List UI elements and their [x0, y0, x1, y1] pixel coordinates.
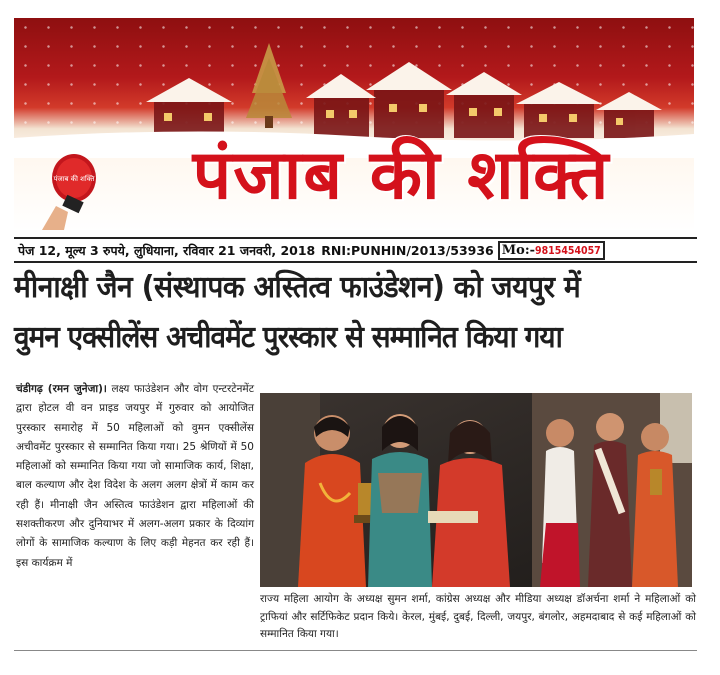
mic-label: पंजाब की शक्ति — [53, 175, 95, 183]
mobile-prefix: Mo:- — [501, 242, 536, 258]
masthead-banner — [14, 18, 694, 231]
headline-line-1: मीनाक्षी जैन (संस्थापक अस्तित्व फाउंडेशन) को जयपुर में — [14, 270, 581, 305]
headline — [14, 263, 704, 363]
microphone-logo-icon — [34, 150, 104, 230]
newspaper-title: पंजाब की शक्ति — [192, 136, 611, 215]
headline-line-2: वुमन एक्सीलेंस अचीवमेंट पुरस्कार से सम्मानित किया गया — [14, 320, 562, 355]
event-photo — [260, 393, 692, 587]
award-ceremony-photo — [260, 393, 692, 587]
mobile-number: 9815454057 — [535, 244, 601, 257]
issue-info-bar — [14, 237, 697, 263]
photo-caption: राज्य महिला आयोग के अध्यक्ष सुमन शर्मा, कांग्रेस अध्यक्ष और मीडिया अध्यक्ष डॉअर्चना शर्मा ने महिलाओं को ट्राफियां और सर्टिफिकेट प्रदान किये। केरल, मुंबई, दुबई, दिल्ली, जयपुर, बंगलोर, अहमदाबाद से कई महिलाओं को सम्मानित किया गया। — [260, 593, 696, 640]
rni-number: RNI:PUNHIN/2013/53936 — [321, 242, 494, 258]
article-byline: चंडीगढ़ (रमन जुनेजा)। — [16, 383, 107, 395]
issue-details: पेज 12, मूल्य 3 रुपये, लुधियाना, रविवार 21 जनवरी, 2018 — [18, 242, 316, 258]
article-body — [16, 380, 254, 573]
bottom-rule — [14, 650, 697, 651]
article-text: लक्ष्य फाउंडेशन और वोग एन्टरटेनमेंट द्वारा होटल वी वन प्राइड जयपुर में गुरुवार को आयोजित पुरस्कार समारोह में 50 महिलाओं को वुमन एक्सीलेंस अचीवमेंट पुरस्कार से सम्मानित किया गया। 25 श्रेणियों में 50 महिलाओं को सम्मानित किया गया जो सामाजिक कार्य, शिक्षा, बाल कल्याण और देश विदेश के अलग अलग क्षेत्रों में काम कर रही हैं। मीनाक्षी जैन अस्तित्व फाउंडेशन द्वारा महिलाओं की सशक्तीकरण और दुनियाभर में अलग-अलग प्रकार के दिव्यांग लोगों के सामाजिक कल्याण के लिए कड़ी मेहनत कर रही हैं। इस कार्यक्रम में — [16, 383, 255, 569]
mobile-box — [498, 241, 605, 260]
